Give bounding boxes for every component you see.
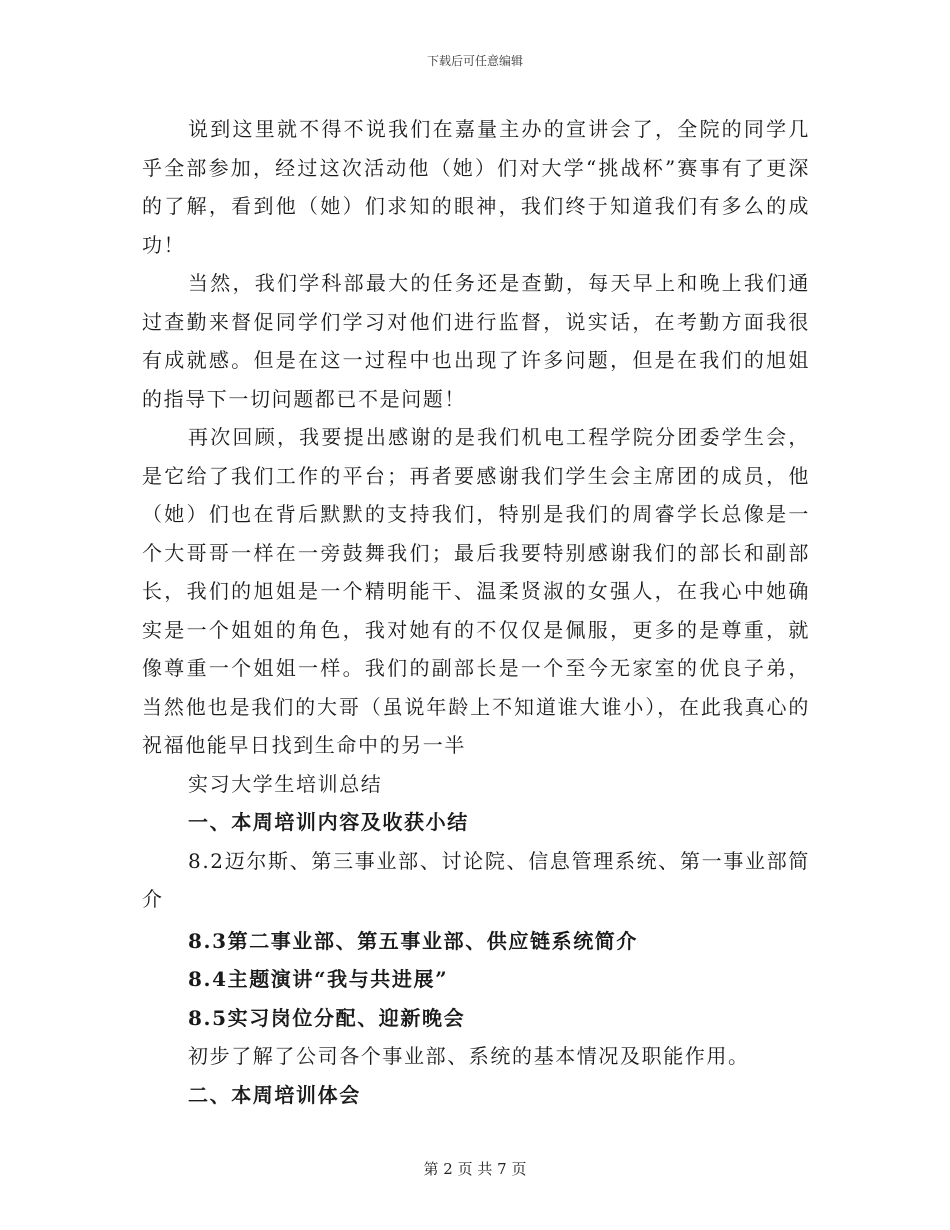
page-number: 第 2 页 共 7 页: [423, 1160, 527, 1178]
paragraph-thanks: 再次回顾，我要提出感谢的是我们机电工程学院分团委学生会，是它给了我们工作的平台；再者要感谢我们学生会主席团的成员，他（她）们也在背后默默的支持我们，特别是我们的周睿学长总像是一个大哥哥一样在一旁鼓舞我们；最后我要特别感谢我们的部长和副部长，我们的旭姐是一个精明能干、温柔贤淑的女强人，在我心中她确实是一个姐姐的角色，我对她有的不仅仅是佩服，更多的是尊重，就像尊重一个姐姐一样。我们的副部长是一个至今无家室的优良子弟，当然他也是我们的大哥（虽说年龄上不知道谁大谁小），在此我真心的祝福他能早日找到生命中的另一半: [142, 425, 810, 757]
page-header-note: 下载后可任意编辑: [426, 54, 523, 68]
document-body: [142, 110, 810, 1114]
paragraph-lecture: 说到这里就不得不说我们在嘉量主办的宣讲会了，全院的同学几乎全部参加，经过这次活动他（她）们对大学“挑战杯”赛事有了更深的了解，看到他（她）们求知的眼神，我们终于知道我们有多么的成功！: [142, 117, 810, 257]
paragraph-attendance: 当然，我们学科部最大的任务还是查勤，每天早上和晚上我们通过查勤来督促同学们学习对他们进行监督，说实话，在考勤方面我很有成就感。但是在这一过程中也出现了许多问题，但是在我们的旭姐的指导下一切问题都已不是问题！: [142, 271, 810, 411]
training-item-8-4: 8.4主题演讲“我与共进展”: [188, 967, 449, 991]
heading-training-content: 一、本周培训内容及收获小结: [188, 810, 469, 834]
heading-training-experience: 二、本周培训体会: [188, 1082, 361, 1107]
training-item-8-3: 8.3第二事业部、第五事业部、供应链系统简介: [188, 928, 638, 953]
training-item-8-5: 8.5实习岗位分配、迎新晚会: [188, 1005, 466, 1030]
training-summary: 初步了解了公司各个事业部、系统的基本情况及职能作用。: [188, 1044, 750, 1068]
section-title: 实习大学生培训总结: [188, 771, 383, 796]
training-item-8-2: 8.2迈尔斯、第三事业部、讨论院、信息管理系统、第一事业部简介: [142, 848, 810, 911]
